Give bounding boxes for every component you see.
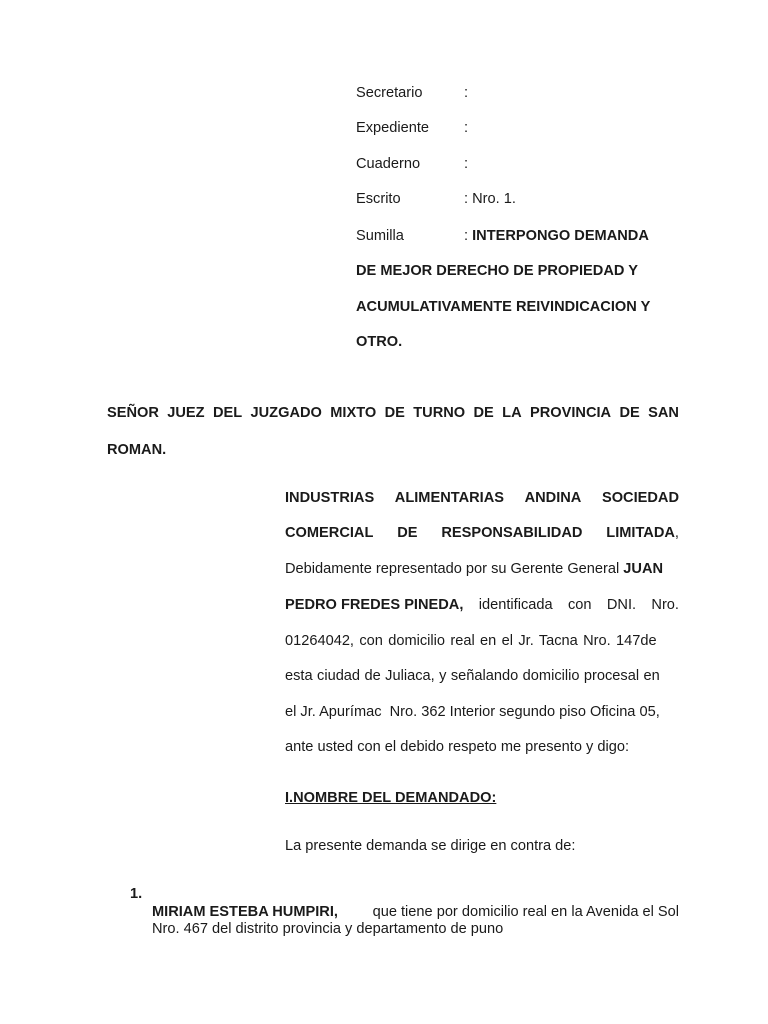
addressee-word: SAN (648, 405, 679, 421)
sumilla-line2: DE MEJOR DERECHO DE PROPIEDAD Y (356, 263, 638, 279)
addressee-line2: ROMAN. (107, 442, 167, 458)
sumilla-line3: ACUMULATIVAMENTE REIVINDICACION Y (356, 299, 651, 315)
plaintiff-word: Nro. (651, 597, 679, 613)
addressee-word: DE (619, 405, 640, 421)
header-secretario (356, 84, 686, 102)
addressee-word: DEL (212, 405, 243, 421)
representative-name: PEDRO FREDES PINEDA, (285, 597, 464, 613)
secretario-value: : (464, 85, 469, 101)
plaintiff-line8: ante usted con el debido respeto me presento y digo: (285, 739, 629, 755)
escrito-label: Escrito (356, 191, 401, 207)
plaintiff-line4 (285, 596, 679, 614)
list-item (130, 885, 679, 920)
header-expediente (356, 119, 686, 137)
plaintiff-word: con (567, 597, 592, 613)
plaintiff-word: ANDINA (524, 490, 582, 506)
list-item-line1 (152, 903, 679, 921)
plaintiff-word: RESPONSABILIDAD (441, 525, 583, 541)
plaintiff-line2 (285, 524, 679, 542)
plaintiff-line3 (285, 560, 663, 578)
plaintiff-word: INDUSTRIAS (285, 490, 375, 506)
plaintiff-line3-bold: JUAN (623, 561, 664, 577)
plaintiff-word: DE (397, 525, 418, 541)
sumilla-line1: INTERPONGO DEMANDA (472, 228, 649, 244)
addressee-line1 (107, 404, 679, 422)
plaintiff-comma: , (674, 525, 679, 541)
cuaderno-label: Cuaderno (356, 156, 421, 172)
expediente-value: : (464, 120, 469, 136)
secretario-label: Secretario (356, 85, 423, 101)
sumilla-colon: : (464, 228, 469, 244)
plaintiff-word: DNI. (606, 597, 637, 613)
escrito-value: : Nro. 1. (464, 191, 516, 207)
plaintiff-word: ALIMENTARIAS (394, 490, 504, 506)
sumilla-label: Sumilla (356, 228, 404, 244)
addressee-word: JUEZ (167, 405, 205, 421)
section-intro: La presente demanda se dirige en contra de: (285, 838, 576, 854)
addressee-word: MIXTO (330, 405, 377, 421)
plaintiff-line7: el Jr. Apurímac Nro. 362 Interior segundo piso Oficina 05, (285, 704, 660, 720)
sumilla-line4: OTRO. (356, 334, 403, 350)
addressee-word: JUZGADO (250, 405, 322, 421)
list-item-number: 1. (130, 886, 143, 902)
plaintiff-word: LIMITADA (606, 525, 675, 541)
plaintiff-word: SOCIEDAD (601, 490, 679, 506)
addressee-word: TURNO (413, 405, 466, 421)
plaintiff-line3-text: Debidamente representado por su Gerente General (285, 561, 624, 577)
plaintiff-word: identificada (478, 597, 553, 613)
defendant-name: MIRIAM ESTEBA HUMPIRI, (152, 904, 338, 920)
header-escrito (356, 190, 686, 208)
defendant-address-line1: que tiene por domicilio real en la Avenida el Sol (372, 904, 679, 920)
plaintiff-line1 (285, 489, 679, 507)
plaintiff-line5: 01264042, con domicilio real en el Jr. Tacna Nro. 147de (285, 633, 657, 649)
header-cuaderno (356, 155, 686, 173)
section-heading: I.NOMBRE DEL DEMANDADO: (285, 790, 497, 806)
header-sumilla (356, 227, 686, 245)
addressee-word: SEÑOR (107, 405, 159, 421)
addressee-word: DE (473, 405, 494, 421)
plaintiff-word: COMERCIAL (285, 525, 374, 541)
expediente-label: Expediente (356, 120, 430, 136)
cuaderno-value: : (464, 156, 469, 172)
defendant-address-line2: Nro. 467 del distrito provincia y departamento de puno (152, 921, 504, 937)
addressee-word: PROVINCIA (530, 405, 612, 421)
plaintiff-line6: esta ciudad de Juliaca, y señalando domicilio procesal en (285, 668, 660, 684)
addressee-word: LA (502, 405, 522, 421)
addressee-word: DE (384, 405, 405, 421)
